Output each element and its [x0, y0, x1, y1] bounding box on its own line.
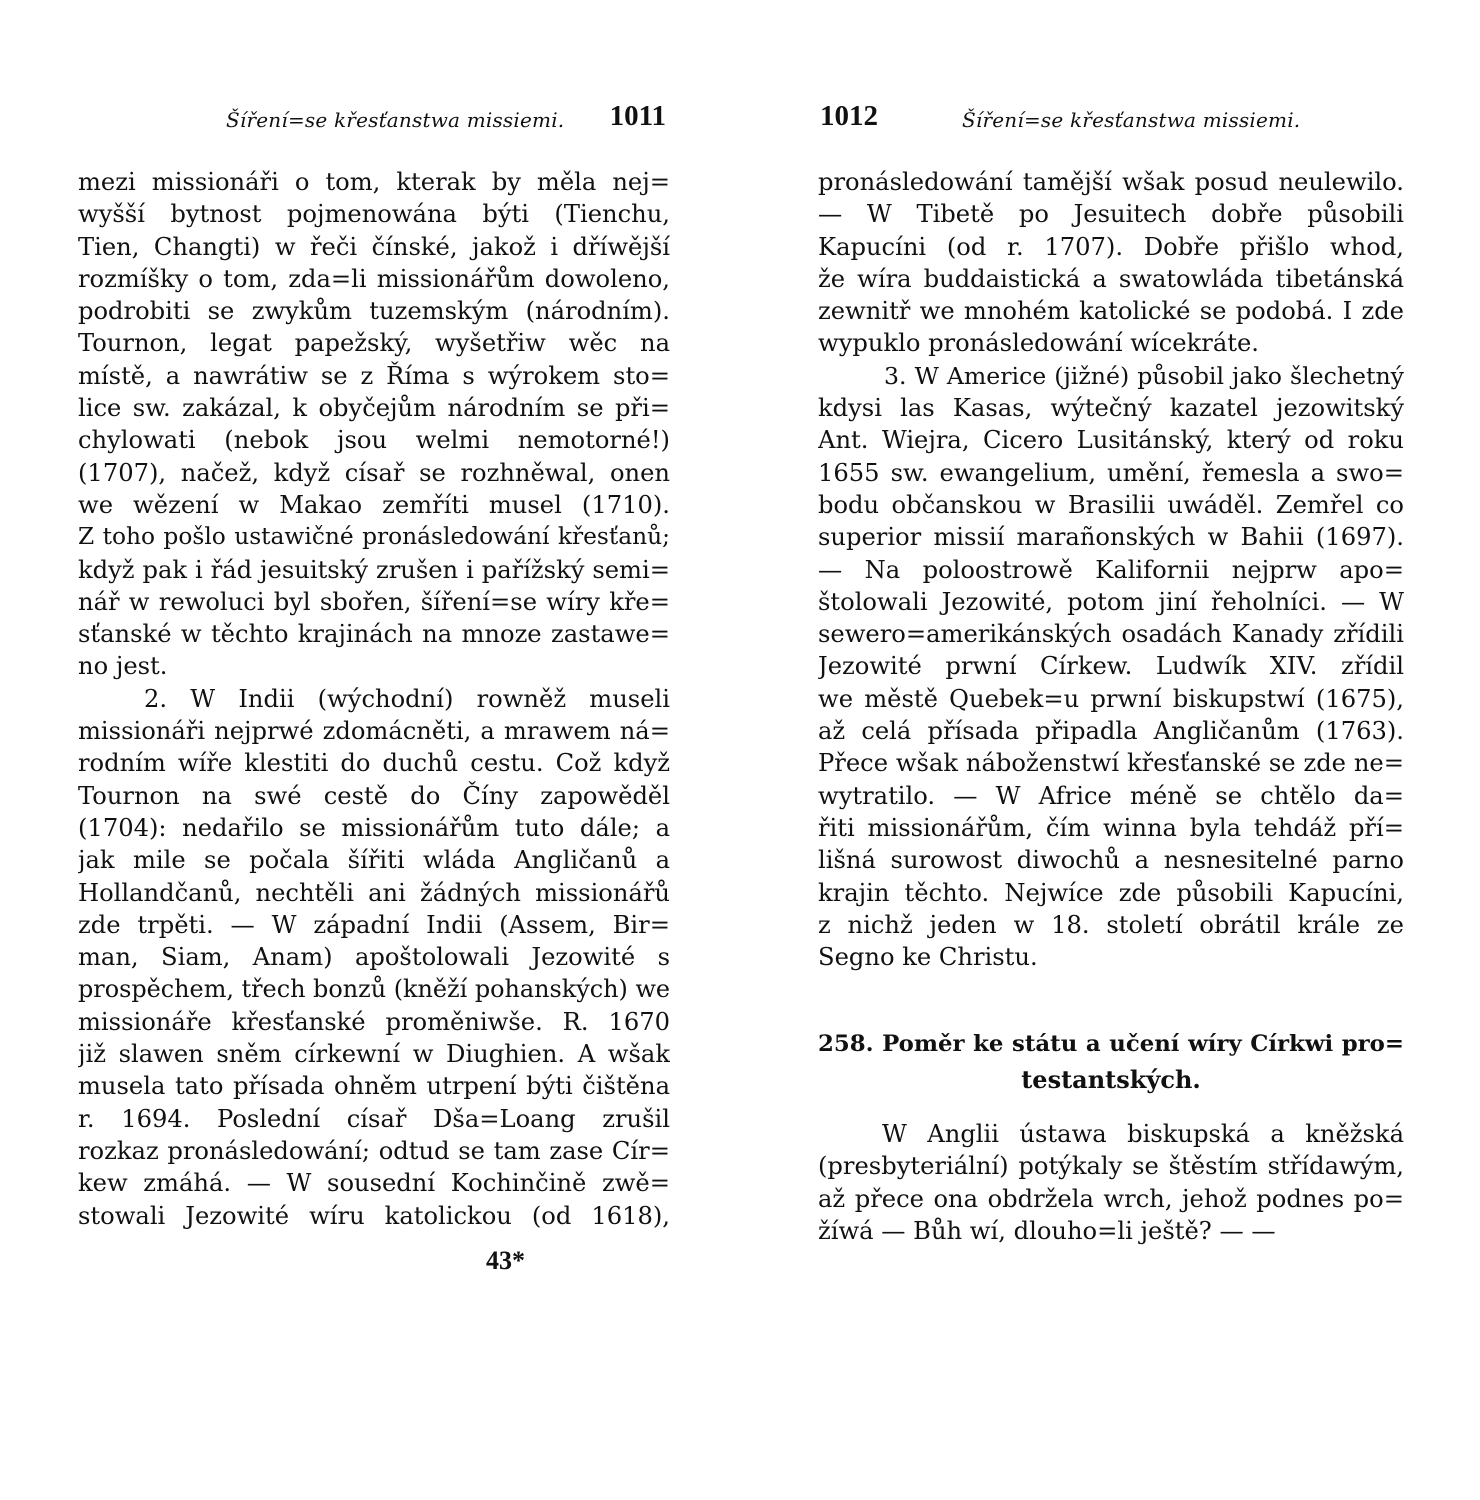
text-line: Tournon na swé cestě do Číny zapowěděl — [78, 781, 670, 810]
text-line: když pak i řád jesuitský zrušen i pařížský semi= — [78, 555, 670, 584]
text-line: Hollandčanů, nechtěli ani žádných missionářů — [78, 878, 670, 907]
text-line: — W Tibetě po Jesuitech dobře působili — [818, 200, 1404, 229]
text-line: krajin těchto. Nejwíce zde působili Kapucíni, — [818, 878, 1404, 907]
text-line: zde trpěti. — W západní Indii (Assem, Bir= — [78, 910, 670, 939]
text-line: Segno ke Christu. — [818, 943, 1038, 972]
running-head-left — [78, 100, 670, 140]
text-line: wypuklo pronásledowání wícekráte. — [818, 329, 1259, 358]
text-line: jak mile se počala šířiti wláda Angličanů a — [78, 846, 670, 875]
text-line: že wíra buddaistická a swatowláda tibetánská — [818, 264, 1404, 293]
text-line: Jezowité prwní Církew. Ludwík XIV. zřídil — [818, 652, 1404, 681]
text-line: pronásledowání tamější wšak posud neulewilo. — [818, 168, 1404, 196]
page-number-right: 1012 — [820, 100, 878, 132]
section-heading-258 — [818, 1026, 1404, 1098]
text-line: rozkaz pronásledowání; odtud se tam zase Cír= — [78, 1136, 670, 1165]
running-title-right: Šíření=se křesťanstwa missiemi. — [962, 108, 1301, 132]
heading-line-1: 258. Poměr ke státu a učení wíry Církwi pro= — [818, 1031, 1404, 1057]
text-line: mezi missionáři o tom, kterak by měla nej= — [78, 168, 670, 196]
text-line: superior missií marañonských w Bahii (1697). — [818, 523, 1404, 552]
text-line: místě, a nawrátiw se z Říma s wýrokem sto= — [78, 361, 670, 390]
text-line: chylowati (nebok jsou welmi nemotorné!) — [78, 426, 670, 455]
text-line: lice sw. zakázal, k obyčejům národním se při= — [78, 394, 670, 423]
text-line: W Anglii ústawa biskupská a kněžská — [882, 1120, 1404, 1148]
text-line: wytratilo. — W Africe méně se chtělo da= — [818, 781, 1404, 810]
text-line: kdysi las Kasas, wýtečný kazatel jezowitský — [818, 394, 1404, 423]
text-line: žíwá — Bůh wí, dlouho=li ještě? — — — [818, 1216, 1276, 1245]
text-line: sewero=amerikánských osadách Kanady zřídili — [818, 620, 1404, 649]
text-line: Kapucíni (od r. 1707). Dobře přišlo whod, — [818, 232, 1404, 261]
text-line: no jest. — [78, 652, 168, 681]
text-line: až celá přísada připadla Angličanům (1763). — [818, 717, 1404, 746]
text-line: stowali Jezowité wíru katolickou (od 1618), — [78, 1201, 670, 1230]
section-2-start: 2. W Indii (wýchodní) rowněž museli — [144, 684, 670, 713]
signature-mark: 43* — [486, 1246, 525, 1275]
text-line: rodním wíře klestiti do duchů cestu. Což když — [78, 749, 670, 778]
text-line: (presbyteriální) potýkaly se štěstím střídawým, — [818, 1152, 1404, 1181]
text-line: Z toho pošlo ustawičné pronásledowání křesťanů; — [78, 523, 670, 551]
text-line: (1707), načež, když císař se rozhněwal, onen — [78, 458, 670, 487]
text-line: již slawen sněm církewní w Diughien. A wšak — [78, 1040, 670, 1069]
text-line: musela tato přísada ohněm utrpení býti čištěna — [78, 1072, 670, 1101]
text-line: řiti missionářům, čím winna byla tehdáž pří= — [818, 813, 1404, 842]
text-line: štolowali Jezowité, potom jiní řeholníci. — W — [818, 587, 1404, 616]
text-line: až přece ona obdržela wrch, jehož podnes po= — [818, 1184, 1404, 1213]
text-line: missionáře křesťanské proměniwše. R. 1670 — [78, 1007, 670, 1036]
heading-line-2: testantských. — [1021, 1065, 1201, 1094]
text-line: Tournon, legat papežský, wyšetřiw wěc na — [78, 329, 670, 358]
text-line: missionáři nejprwé zdomácněti, a mrawem ná= — [78, 717, 670, 746]
text-line: man, Siam, Anam) apoštolowali Jezowité s — [78, 943, 670, 972]
text-line: sťanské w těchto krajinách na mnoze zastawe= — [78, 620, 670, 649]
text-line: rozmíšky o tom, zda=li missionářům dowoleno, — [78, 264, 670, 293]
text-line: Přece wšak náboženstwí křesťanské se zde ne= — [818, 749, 1404, 778]
text-line: lišná surowost diwochů a nesnesitelné parno — [818, 846, 1404, 875]
text-line: Tien, Changti) w řeči čínské, jakož i dříwější — [78, 232, 670, 261]
running-head-right — [818, 100, 1404, 140]
text-line: wyšší bytnost pojmenowána býti (Tienchu, — [78, 200, 670, 229]
section-3-start: 3. W Americe (jižné) působil jako šlechetný — [884, 361, 1404, 390]
text-line: (1704): nedařilo se missionářům tuto dále; a — [78, 813, 670, 842]
text-line: bodu občanskou w Brasilii uwáděl. Zemřel co — [818, 490, 1404, 519]
text-line: 1655 sw. ewangelium, umění, řemesla a swo= — [818, 458, 1404, 487]
page-number-left: 1011 — [609, 100, 666, 132]
running-title-left: Šíření=se křesťanstwa missiemi. — [226, 108, 565, 132]
left-page-body — [78, 166, 670, 1232]
right-page-body — [818, 166, 1404, 973]
text-line: — Na poloostrowě Kalifornii nejprw apo= — [818, 555, 1404, 584]
text-line: zewnitř we mnohém katolické se podobá. I zde — [818, 297, 1404, 326]
text-line: we městě Quebek=u prwní biskupstwí (1675), — [818, 684, 1404, 713]
text-line: prospěchem, třech bonzů (kněží pohanských) we — [78, 975, 670, 1004]
text-line: kew zmáhá. — W sousední Kochinčině zwě= — [78, 1169, 670, 1198]
text-line: r. 1694. Poslední císař Dša=Loang zrušil — [78, 1104, 670, 1133]
text-line: z nichž jeden w 18. století obrátil krále ze — [818, 910, 1404, 939]
text-line: we wězení w Makao zemříti musel (1710). — [78, 490, 670, 519]
text-line: nář w rewoluci byl sbořen, šíření=se wíry kře= — [78, 587, 670, 616]
text-line: podrobiti se zwykům tuzemským (národním). — [78, 297, 670, 326]
text-line: Ant. Wiejra, Cicero Lusitánský, který od roku — [818, 426, 1404, 455]
right-page-body-after-heading — [818, 1118, 1404, 1247]
